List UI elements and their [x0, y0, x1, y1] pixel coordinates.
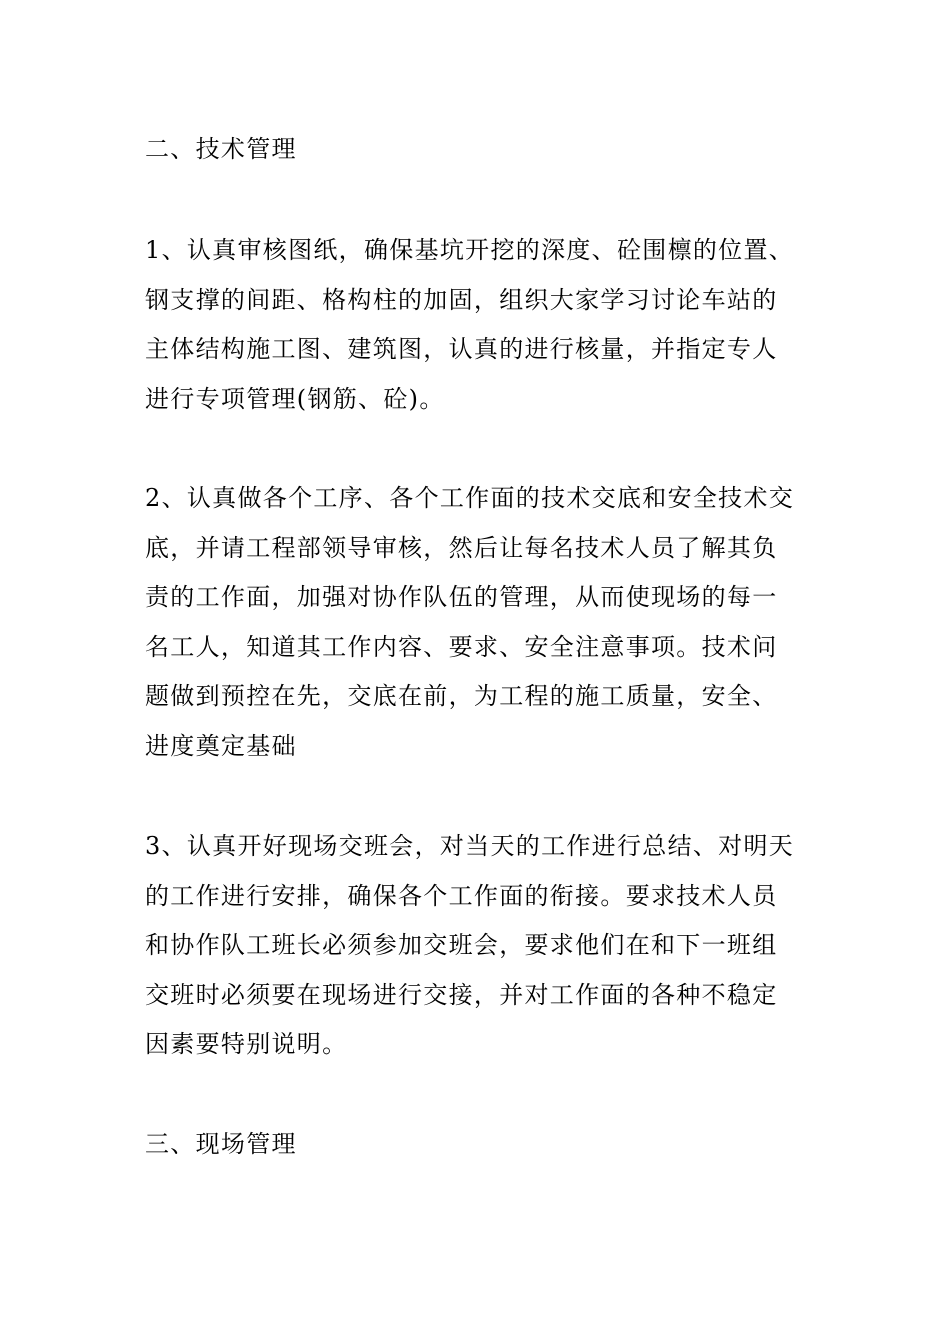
paragraph-line: 和协作队工班长必须参加交班会，要求他们在和下一班组	[145, 931, 778, 960]
paragraph-line: 3、认真开好现场交班会，对当天的工作进行总结、对明天	[145, 832, 795, 860]
paragraph-line: 进度奠定基础	[145, 731, 297, 760]
paragraph-line: 钢支撑的间距、格构柱的加固，组织大家学习讨论车站的	[145, 285, 778, 314]
paragraph-line: 底，并请工程部领导审核，然后让每名技术人员了解其负	[145, 533, 778, 562]
section-heading-technical-management	[145, 125, 807, 175]
paragraph-line: 1、认真审核图纸，确保基坑开挖的深度、砼围檩的位置、	[145, 236, 795, 264]
section-heading-site-management	[145, 1120, 807, 1170]
paragraph-line: 的工作进行安排，确保各个工作面的衔接。要求技术人员	[145, 881, 778, 910]
paragraph-line: 题做到预控在先，交底在前，为工程的施工质量，安全、	[145, 682, 778, 711]
paragraph-line: 2、认真做各个工序、各个工作面的技术交底和安全技术交	[145, 484, 795, 512]
paragraph-item-2	[145, 474, 807, 772]
paragraph-line: 责的工作面，加强对协作队伍的管理，从而使现场的每一	[145, 583, 778, 612]
paragraph-line: 交班时必须要在现场进行交接，并对工作面的各种不稳定	[145, 980, 778, 1009]
paragraph-item-3	[145, 822, 807, 1070]
paragraph-item-1	[145, 226, 807, 424]
paragraph-line: 主体结构施工图、建筑图，认真的进行核量，并指定专人	[145, 335, 778, 364]
heading-text: 三、现场管理	[145, 1130, 297, 1158]
paragraph-line: 进行专项管理(钢筋、砼)。	[145, 384, 445, 413]
heading-text: 二、技术管理	[145, 135, 297, 163]
paragraph-line: 因素要特别说明。	[145, 1030, 348, 1059]
paragraph-line: 名工人，知道其工作内容、要求、安全注意事项。技术问	[145, 632, 778, 661]
